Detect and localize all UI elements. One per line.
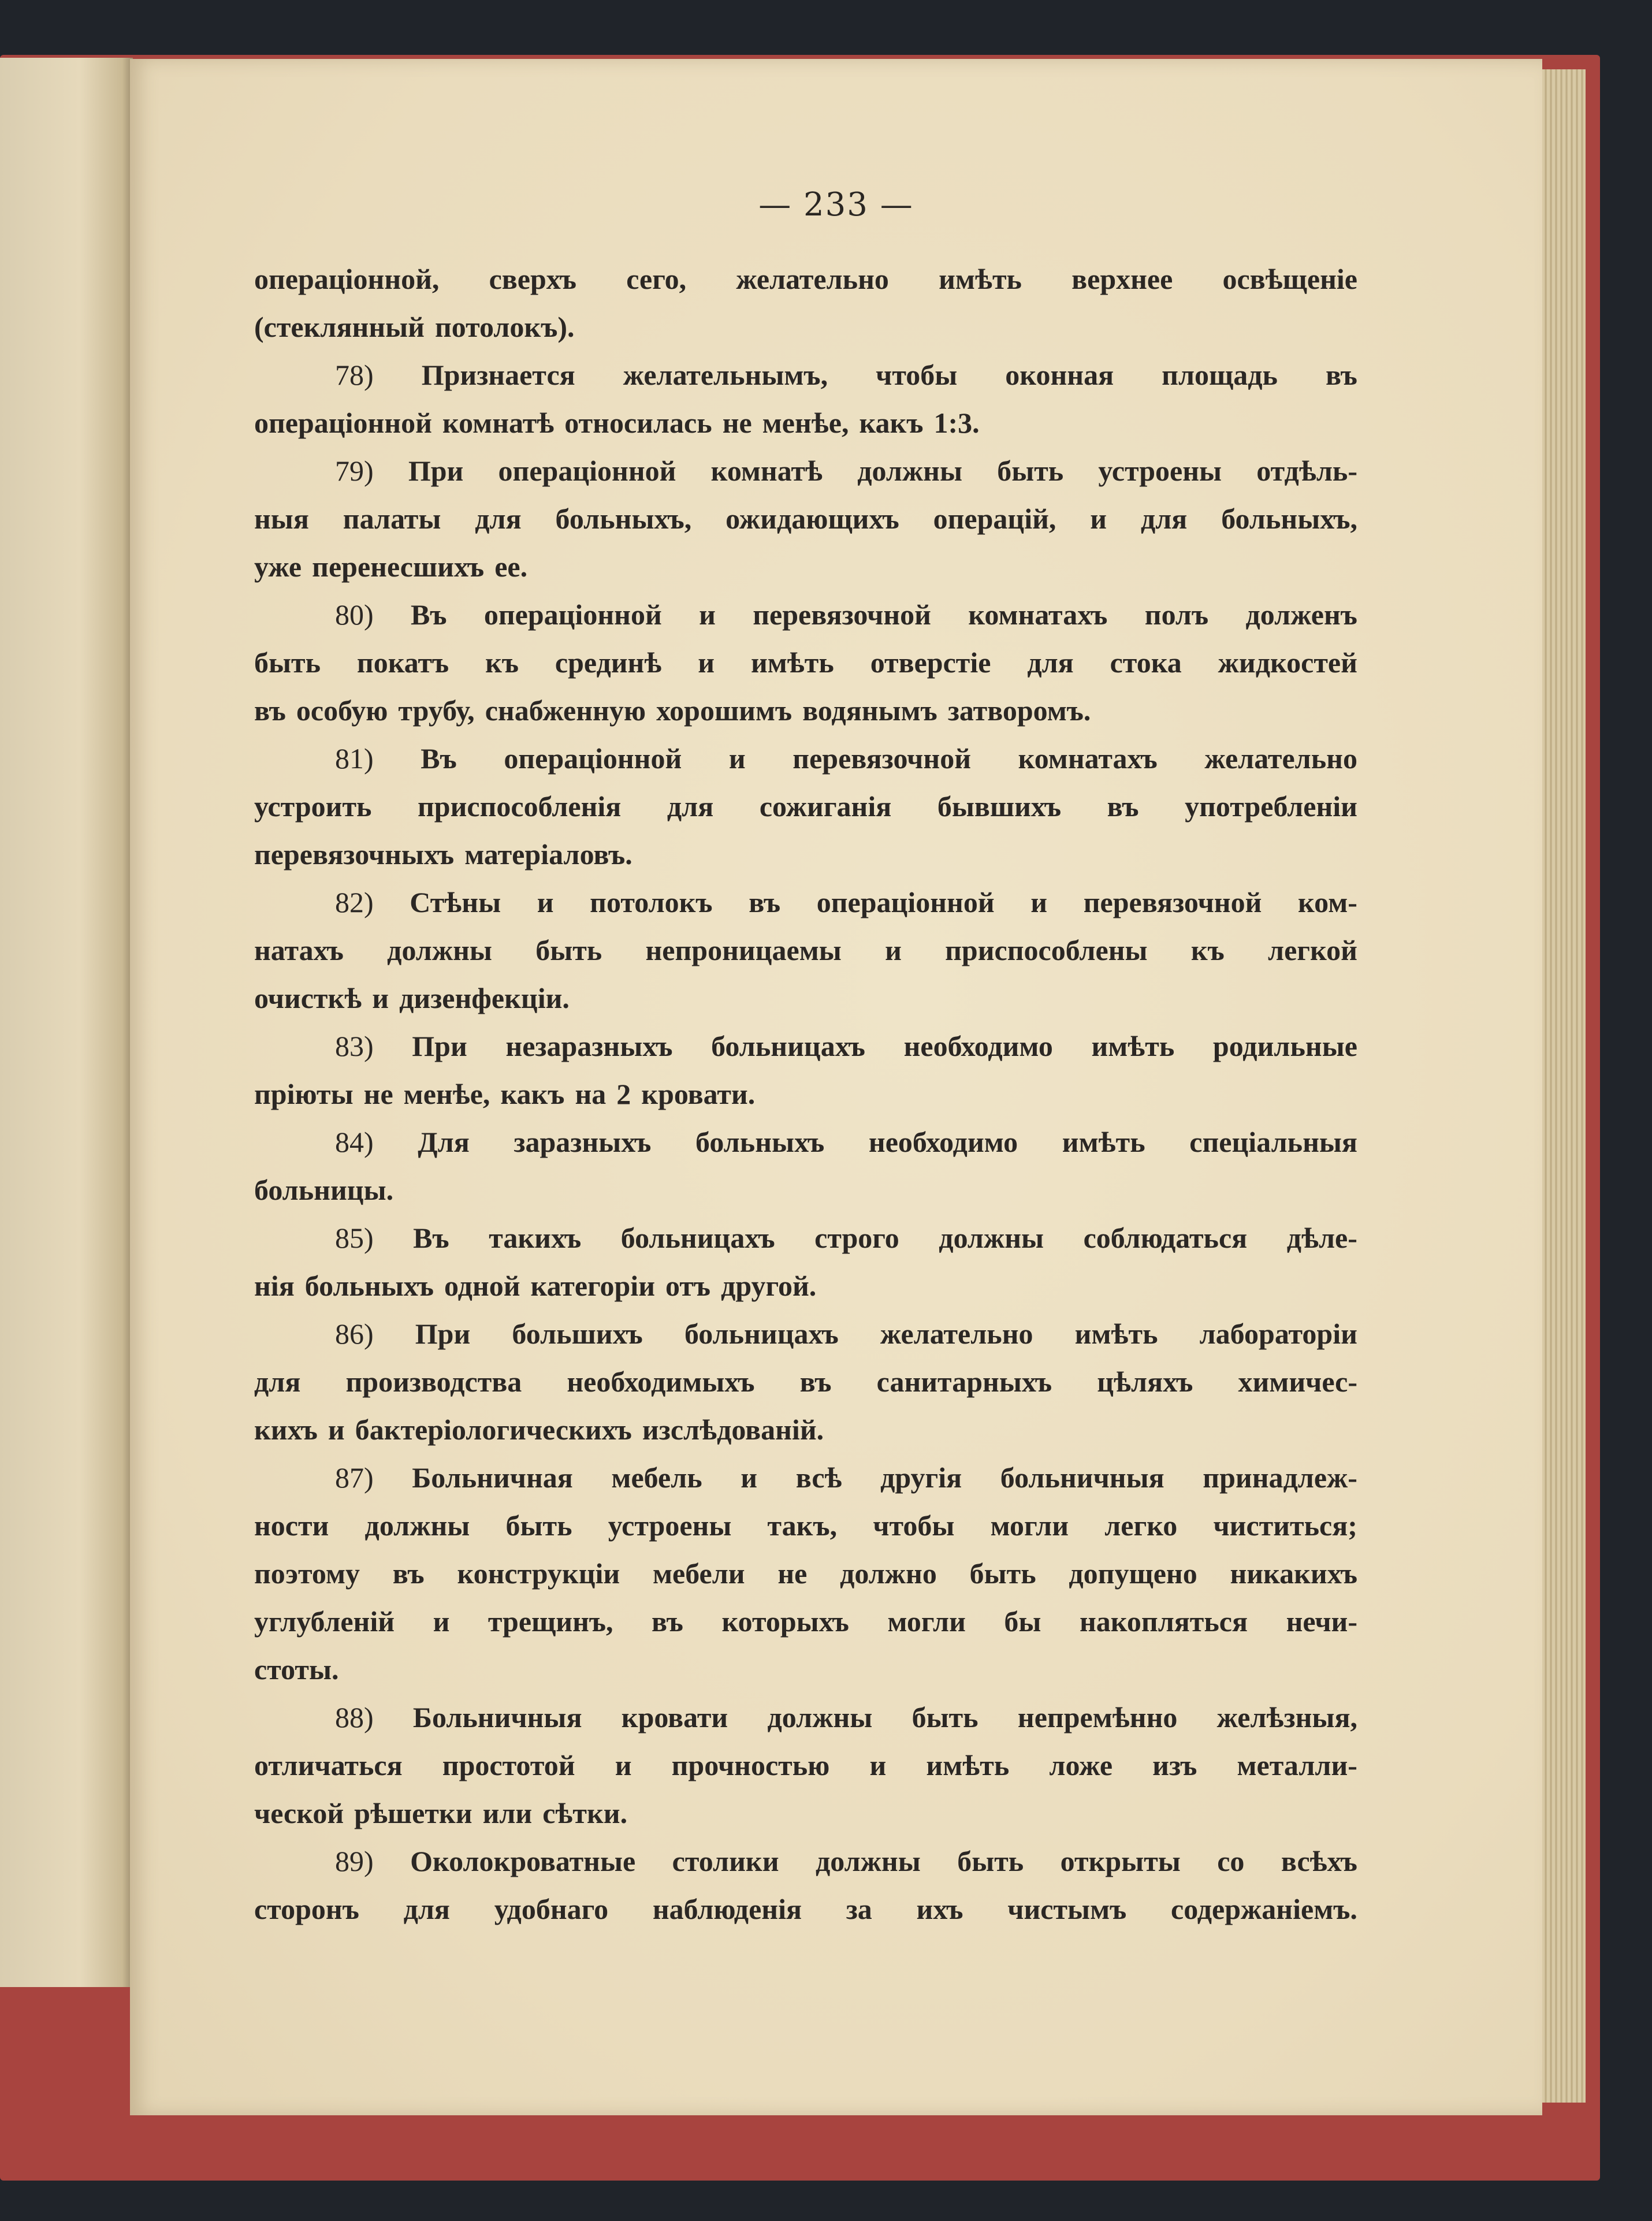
word: въ (799, 1366, 832, 1398)
word: конструкціи (457, 1557, 620, 1590)
word: 1:3. (933, 407, 980, 439)
text-line (254, 1742, 1357, 1790)
word: одной (444, 1270, 520, 1302)
word: должны (815, 1845, 921, 1877)
word: столики (672, 1845, 779, 1877)
word: къ (485, 646, 519, 679)
word: операціонной (483, 598, 662, 631)
word: кровати. (641, 1078, 756, 1110)
word: операцій, (933, 503, 1056, 535)
word: употребленіи (1185, 790, 1357, 823)
word: больничныя (1000, 1461, 1164, 1494)
word: больницахъ (711, 1030, 865, 1062)
word: должны (767, 1701, 873, 1733)
word: Больничныя (412, 1701, 582, 1733)
word: и (728, 742, 746, 775)
paragraph-first-line (254, 591, 1357, 639)
word: со (1217, 1845, 1245, 1877)
text-line (254, 783, 1357, 831)
paragraph-first-line (254, 351, 1357, 399)
word: Для (418, 1126, 470, 1158)
word: сторонъ (254, 1893, 359, 1925)
word: ческой (254, 1797, 344, 1829)
word: такъ, (767, 1509, 838, 1542)
page-stack-edge (1536, 69, 1586, 2103)
word: жидкостей (1218, 646, 1357, 679)
book-page (130, 59, 1542, 2115)
word: менѣе, (762, 407, 849, 439)
word: больныхъ, (555, 503, 692, 535)
word: имѣть (1074, 1318, 1158, 1350)
word: палаты (343, 503, 441, 535)
text-line (254, 1262, 1357, 1310)
word: за (846, 1893, 872, 1925)
word: стоты. (254, 1653, 339, 1686)
text-line (254, 543, 1357, 591)
word: на (575, 1078, 607, 1110)
text-line (254, 927, 1357, 974)
word: удобнаго (494, 1893, 609, 1925)
paragraph-number: 78) (335, 359, 374, 391)
word: для (1140, 503, 1188, 535)
word: матеріаловъ. (464, 838, 632, 870)
word: быть (254, 646, 321, 679)
word: верхнее (1071, 263, 1173, 295)
word: и (1090, 503, 1107, 535)
word: открыты (1060, 1845, 1181, 1877)
text-line (254, 1790, 1357, 1837)
word: и (869, 1749, 887, 1781)
word: сожиганія (759, 790, 892, 823)
word: чистымъ (1007, 1893, 1127, 1925)
word: въ (392, 1557, 425, 1590)
word: чтобы (873, 1509, 955, 1542)
word: ожидающихъ (725, 503, 899, 535)
word: водянымъ (802, 694, 937, 727)
paragraph-first-line (254, 1454, 1357, 1502)
word: имѣть (750, 646, 834, 679)
word: перевязочной (792, 742, 971, 775)
word: металли- (1237, 1749, 1357, 1781)
word: всѣхъ (1281, 1845, 1357, 1877)
word: Признается (421, 359, 575, 391)
word: должны (857, 455, 962, 487)
word: операціонной, (254, 263, 440, 295)
word: больницахъ (684, 1318, 839, 1350)
page-body-text (254, 255, 1357, 1933)
word: другой. (721, 1270, 817, 1302)
word: комнатѣ (710, 455, 823, 487)
text-line (254, 1406, 1357, 1454)
word: для (475, 503, 522, 535)
word: срединѣ (555, 646, 662, 679)
word: отдѣль- (1256, 455, 1357, 487)
word: прочностью (671, 1749, 830, 1781)
word: не (777, 1557, 808, 1590)
word: желѣзныя, (1216, 1701, 1357, 1733)
paragraph-first-line (254, 1310, 1357, 1358)
word: покатъ (356, 646, 449, 679)
word: При (412, 1030, 467, 1062)
paragraph-number: 86) (335, 1318, 374, 1350)
paragraph-number: 88) (335, 1701, 374, 1733)
word: углубленій (254, 1605, 395, 1638)
paragraph-number: 89) (335, 1845, 374, 1877)
word: сего, (626, 263, 687, 295)
text-line (254, 1885, 1357, 1933)
word: чтобы (876, 359, 958, 391)
word: комнатѣ (442, 407, 555, 439)
word: и (372, 982, 389, 1014)
word: какъ (859, 407, 924, 439)
word: и (698, 646, 715, 679)
word: необходимыхъ (567, 1366, 755, 1398)
paragraph-number: 82) (335, 886, 374, 918)
word: не (722, 407, 752, 439)
word: ныя (254, 503, 309, 535)
word: отверстіе (870, 646, 991, 679)
word: имѣть (926, 1749, 1010, 1781)
word: больныхъ (695, 1126, 825, 1158)
paragraph-first-line (254, 1214, 1357, 1262)
word: быть (969, 1557, 1036, 1590)
word: кровати (621, 1701, 728, 1733)
word: родильные (1212, 1030, 1357, 1062)
word: принадлеж- (1203, 1461, 1357, 1494)
word: должны (364, 1509, 470, 1542)
word: уже (254, 550, 302, 583)
word: полъ (1144, 598, 1209, 631)
word: снабженную (485, 694, 646, 727)
word: 2 (616, 1078, 631, 1110)
word: не (363, 1078, 393, 1110)
text-line (254, 303, 1357, 351)
word: санитарныхъ (876, 1366, 1052, 1398)
word: трещинъ, (488, 1605, 613, 1638)
word: очисткѣ (254, 982, 362, 1014)
word: устроены (1098, 455, 1222, 487)
word: бактеріологическихъ (355, 1413, 632, 1446)
word: для (403, 1893, 450, 1925)
word: въ (652, 1605, 683, 1638)
word: желательно (736, 263, 889, 295)
word: имѣть (1062, 1126, 1145, 1158)
word: освѣщеніе (1222, 263, 1357, 295)
text-line (254, 639, 1357, 687)
word: Въ (410, 598, 447, 631)
word: могли (887, 1605, 966, 1638)
word: поэтому (254, 1557, 360, 1590)
text-line (254, 1166, 1357, 1214)
word: больныхъ, (1221, 503, 1357, 535)
word: и (615, 1749, 632, 1781)
word: имѣть (939, 263, 1022, 295)
word: въ (1107, 790, 1139, 823)
word: могли (990, 1509, 1069, 1542)
word: для (254, 1366, 301, 1398)
word: мебель (611, 1461, 702, 1494)
word: перевязочныхъ (254, 838, 455, 870)
paragraph-first-line (254, 1837, 1357, 1885)
word: всѣ (795, 1461, 842, 1494)
word: лабораторіи (1199, 1318, 1357, 1350)
word: заразныхъ (514, 1126, 652, 1158)
word: операціонной (254, 407, 432, 439)
word: натахъ (254, 934, 344, 966)
word: которыхъ (721, 1605, 849, 1638)
word: операціонной (504, 742, 682, 775)
word: устроить (254, 790, 372, 823)
text-line (254, 255, 1357, 303)
paragraph-number: 84) (335, 1126, 374, 1158)
word: желательно (1204, 742, 1357, 775)
word: операціонной (816, 886, 995, 918)
word: простотой (442, 1749, 575, 1781)
word: изслѣдованій. (642, 1413, 824, 1446)
word: больныхъ (304, 1270, 434, 1302)
word: устроены (608, 1509, 732, 1542)
word: приспособлены (945, 934, 1148, 966)
paragraph-number: 80) (335, 598, 374, 631)
word: цѣляхъ (1097, 1366, 1193, 1398)
paragraph-first-line (254, 879, 1357, 927)
word: комнатахъ (968, 598, 1108, 631)
word: быть (997, 455, 1064, 487)
word: При (408, 455, 464, 487)
word: спеціальныя (1189, 1126, 1357, 1158)
word: пріюты (254, 1078, 354, 1110)
word: нечи- (1286, 1605, 1357, 1638)
paragraph-number: 79) (335, 455, 374, 487)
paragraph-number: 81) (335, 742, 374, 775)
word: желательнымъ, (623, 359, 828, 391)
word: относилась (564, 407, 712, 439)
paragraph-number: 87) (335, 1461, 374, 1494)
text-line (254, 974, 1357, 1022)
word: другія (880, 1461, 962, 1494)
word: какъ (500, 1078, 565, 1110)
word: рѣшетки (354, 1797, 472, 1829)
word: комнатахъ (1018, 742, 1158, 775)
paragraph-first-line (254, 1022, 1357, 1070)
word: оконная (1005, 359, 1114, 391)
word: и (1030, 886, 1048, 918)
word: большихъ (512, 1318, 643, 1350)
word: дѣле- (1286, 1222, 1357, 1254)
word: ности (254, 1509, 329, 1542)
word: или (482, 1797, 533, 1829)
word: бы (1004, 1605, 1041, 1638)
word: и (433, 1605, 450, 1638)
word: быть (535, 934, 602, 966)
word: Стѣны (410, 886, 501, 918)
word: должны (387, 934, 492, 966)
word: и (741, 1461, 758, 1494)
word: бывшихъ (937, 790, 1062, 823)
word: наблюденія (652, 1893, 802, 1925)
word: Околокроватные (410, 1845, 636, 1877)
word: категоріи (530, 1270, 656, 1302)
text-line (254, 1502, 1357, 1550)
word: и (885, 934, 902, 966)
word: больницы. (254, 1174, 394, 1206)
word: быть (957, 1845, 1024, 1877)
word: потолокъ). (434, 311, 575, 343)
word: При (415, 1318, 471, 1350)
word: въ (749, 886, 781, 918)
word: сѣтки. (542, 1797, 628, 1829)
word: необходимо (868, 1126, 1018, 1158)
word: чиститься; (1213, 1509, 1357, 1542)
paragraph-first-line (254, 447, 1357, 495)
word: перевязочной (1083, 886, 1262, 918)
word: быть (911, 1701, 978, 1733)
word: трубу, (398, 694, 475, 727)
word: легко (1104, 1509, 1178, 1542)
paragraph-first-line (254, 735, 1357, 783)
word: стока (1110, 646, 1182, 679)
word: и (699, 598, 716, 631)
word: непремѣнно (1017, 1701, 1178, 1733)
word: для (667, 790, 714, 823)
word: къ (1190, 934, 1225, 966)
word: перевязочной (753, 598, 931, 631)
left-page-edge (0, 58, 133, 1987)
word: Въ (413, 1222, 449, 1254)
word: отличаться (254, 1749, 403, 1781)
text-line (254, 1358, 1357, 1406)
word: должно (840, 1557, 937, 1590)
word: Больничная (412, 1461, 573, 1494)
word: соблюдаться (1083, 1222, 1248, 1254)
text-line (254, 1070, 1357, 1118)
word: приспособленія (417, 790, 622, 823)
word: химичес- (1238, 1366, 1357, 1398)
word: въ (254, 694, 286, 727)
word: быть (505, 1509, 572, 1542)
word: въ (1326, 359, 1357, 391)
word: особую (296, 694, 388, 727)
word: долженъ (1245, 598, 1357, 631)
word: ложе (1049, 1749, 1113, 1781)
word: для (1027, 646, 1074, 679)
word: ихъ (916, 1893, 963, 1925)
word: должны (939, 1222, 1044, 1254)
word: Въ (421, 742, 457, 775)
word: и (328, 1413, 345, 1446)
text-line (254, 495, 1357, 543)
word: затворомъ. (947, 694, 1091, 727)
paragraph-number: 85) (335, 1222, 374, 1254)
word: потолокъ (590, 886, 713, 918)
word: дизенфекціи. (399, 982, 570, 1014)
word: такихъ (489, 1222, 582, 1254)
word: нія (254, 1270, 295, 1302)
word: строго (814, 1222, 899, 1254)
word: и (537, 886, 554, 918)
word: ее. (494, 550, 528, 583)
word: площадь (1162, 359, 1278, 391)
text-line (254, 831, 1357, 879)
text-line (254, 1646, 1357, 1694)
word: менѣе, (403, 1078, 490, 1110)
word: производства (345, 1366, 522, 1398)
word: содержаніемъ. (1171, 1893, 1357, 1925)
text-line (254, 1598, 1357, 1646)
word: накопляться (1079, 1605, 1248, 1638)
word: легкой (1268, 934, 1357, 966)
text-line (254, 399, 1357, 447)
word: отъ (665, 1270, 711, 1302)
word: непроницаемы (645, 934, 842, 966)
text-line (254, 1550, 1357, 1598)
word: перенесшихъ (312, 550, 485, 583)
word: имѣть (1091, 1030, 1175, 1062)
word: хорошимъ (656, 694, 792, 727)
word: необходимо (903, 1030, 1053, 1062)
word: больницахъ (620, 1222, 775, 1254)
paragraph-first-line (254, 1118, 1357, 1166)
word: ком- (1298, 886, 1357, 918)
page-number: — 233 — (758, 186, 914, 224)
paragraph-number: 83) (335, 1030, 374, 1062)
word: изъ (1152, 1749, 1197, 1781)
paragraph-first-line (254, 1694, 1357, 1742)
word: незаразныхъ (505, 1030, 673, 1062)
word: кихъ (254, 1413, 318, 1446)
word: никакихъ (1230, 1557, 1357, 1590)
word: (стеклянный (254, 311, 425, 343)
word: желательно (880, 1318, 1033, 1350)
word: мебели (652, 1557, 745, 1590)
word: операціонной (498, 455, 676, 487)
text-line (254, 687, 1357, 735)
word: допущено (1069, 1557, 1197, 1590)
word: сверхъ (489, 263, 577, 295)
